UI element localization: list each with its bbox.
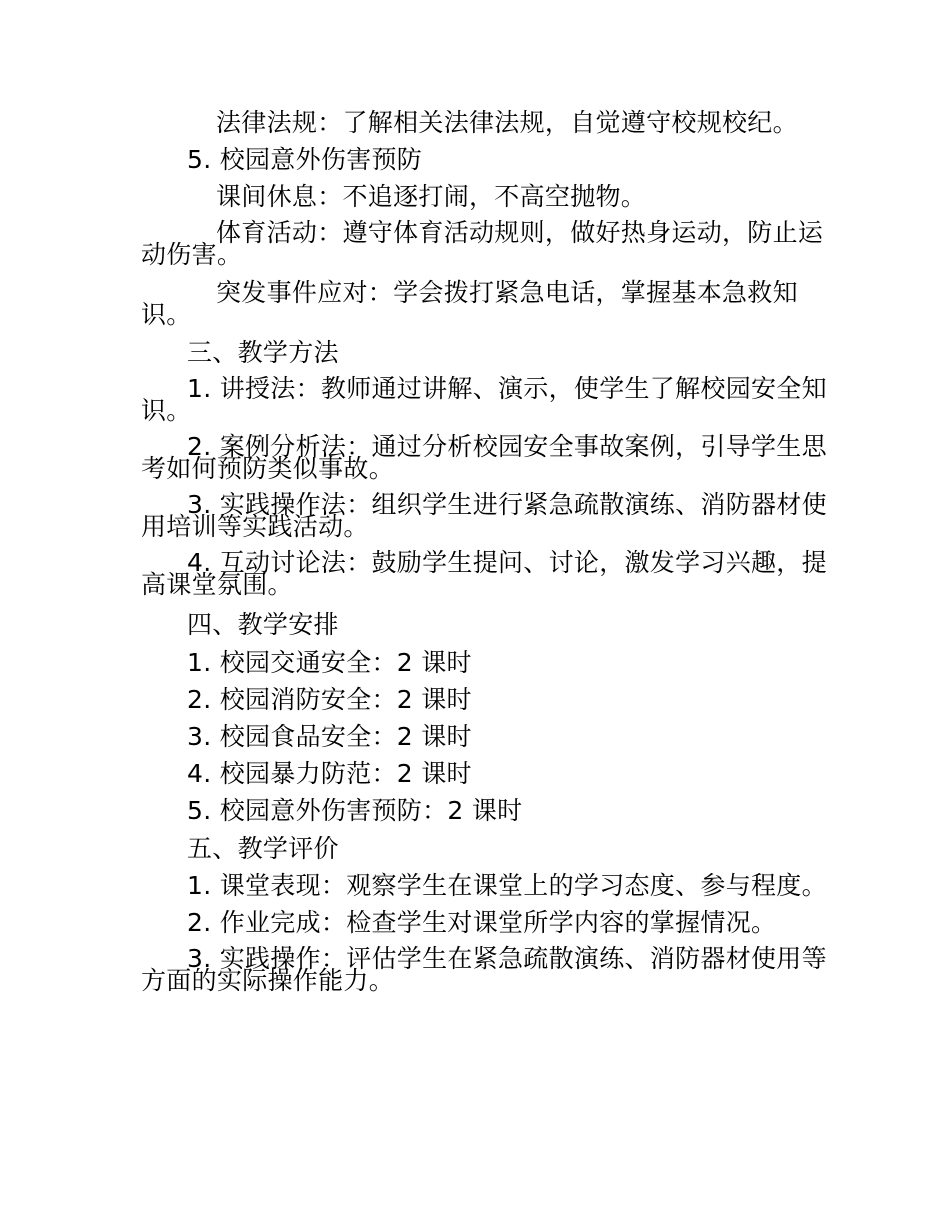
schedule-item-fire: 2. 校园消防安全：2 课时 [187, 685, 472, 714]
paragraph-sports-text: 体育活动：遵守体育活动规则，做好热身运动，防止运动伤害。 [141, 218, 824, 269]
schedule-item-traffic: 1. 校园交通安全：2 课时 [187, 648, 472, 677]
evaluation-item-practice-text: 3. 实践操作：评估学生在紧急疏散演练、消防器材使用等方面的实际操作能力。 [141, 944, 827, 995]
method-practice-text: 3. 实践操作法：组织学生进行紧急疏散演练、消防器材使用培训等实践活动。 [141, 490, 827, 541]
heading-accident-prevention: 5. 校园意外伤害预防 [187, 145, 423, 174]
schedule-item-food: 3. 校园食品安全：2 课时 [187, 722, 472, 751]
paragraph-laws: 法律法规：了解相关法律法规，自觉遵守校规校纪。 [216, 108, 798, 137]
method-lecture-text: 1. 讲授法：教师通过讲解、演示，使学生了解校园安全知识。 [141, 374, 827, 425]
paragraph-break-time: 课间休息：不追逐打闹，不高空抛物。 [216, 182, 647, 211]
schedule-item-violence: 4. 校园暴力防范：2 课时 [187, 759, 472, 788]
method-case-analysis [141, 432, 831, 483]
method-case-analysis-text: 2. 案例分析法：通过分析校园安全事故案例，引导学生思考如何预防类似事故。 [141, 432, 827, 483]
evaluation-item-classroom: 1. 课堂表现：观察学生在课堂上的学习态度、参与程度。 [187, 871, 827, 900]
evaluation-item-homework: 2. 作业完成：检查学生对课堂所学内容的掌握情况。 [187, 908, 777, 937]
section-heading-evaluation: 五、教学评价 [187, 834, 339, 863]
method-discussion [141, 548, 831, 599]
evaluation-item-practice [141, 944, 831, 995]
method-discussion-text: 4. 互动讨论法：鼓励学生提问、讨论，激发学习兴趣，提高课堂氛围。 [141, 548, 827, 599]
paragraph-emergency-text: 突发事件应对：学会拨打紧急电话，掌握基本急救知识。 [141, 278, 798, 329]
method-lecture [141, 374, 831, 425]
paragraph-sports [141, 218, 831, 269]
schedule-item-accident: 5. 校园意外伤害预防：2 课时 [187, 796, 523, 825]
method-practice [141, 490, 831, 541]
section-heading-methods: 三、教学方法 [187, 338, 339, 367]
paragraph-emergency [141, 278, 831, 329]
section-heading-schedule: 四、教学安排 [187, 610, 339, 639]
